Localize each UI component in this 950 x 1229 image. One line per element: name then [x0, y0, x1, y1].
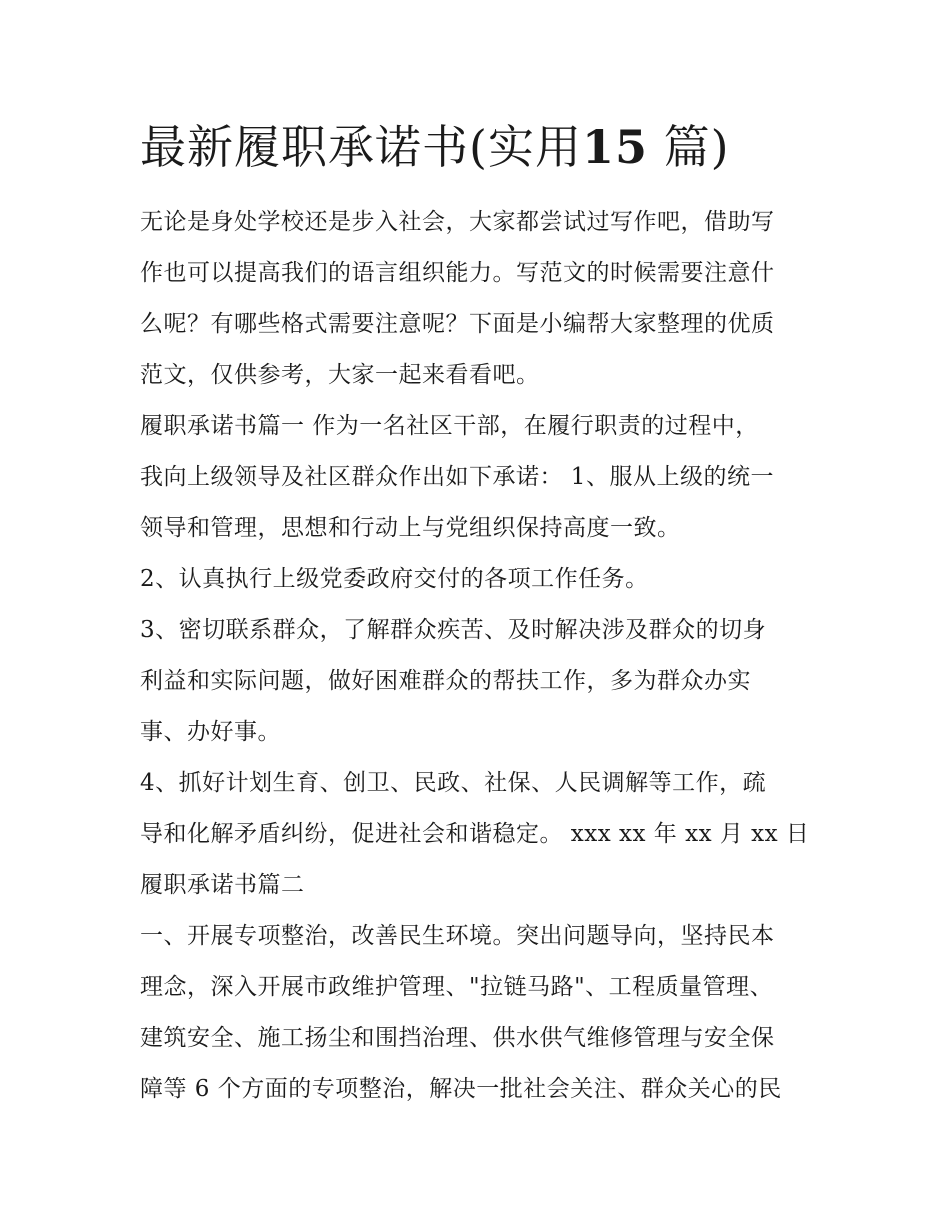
- body-line: 导和化解矛盾纠纷，促进社会和谐稳定。 xxx xx 年 xx 月 xx 日: [140, 821, 810, 847]
- body-line: 3、密切联系群众，了解群众疾苦、及时解决涉及群众的切身: [140, 617, 767, 643]
- body-line: 无论是身处学校还是步入社会，大家都尝试过写作吧，借助写: [140, 209, 775, 235]
- body-line: 建筑安全、施工扬尘和围挡治理、供水供气维修管理与安全保: [140, 1025, 775, 1051]
- body-line: 范文，仅供参考，大家一起来看看吧。: [140, 362, 540, 388]
- body-line: 我向上级领导及社区群众作出如下承诺： 1、服从上级的统一: [140, 464, 774, 490]
- body-line: 4、抓好计划生育、创卫、民政、社保、人民调解等工作，疏: [140, 770, 767, 796]
- body-line: 么呢？有哪些格式需要注意呢？下面是小编帮大家整理的优质: [140, 311, 775, 337]
- body-line: 领导和管理，思想和行动上与党组织保持高度一致。: [140, 515, 681, 541]
- body-line: 理念，深入开展市政维护管理、"拉链马路"、工程质量管理、: [140, 974, 774, 1000]
- title-number: 15: [581, 120, 648, 174]
- title-text: 最新履职承诺书(实用: [140, 120, 582, 174]
- title-suffix: 篇): [663, 120, 730, 174]
- body-line: 障等 6 个方面的专项整治，解决一批社会关注、群众关心的民: [140, 1076, 782, 1102]
- body-line: 2、认真执行上级党委政府交付的各项工作任务。: [140, 566, 649, 592]
- body-line: 作也可以提高我们的语言组织能力。写范文的时候需要注意什: [140, 260, 775, 286]
- document-body: [140, 197, 815, 1115]
- body-line: 利益和实际问题，做好困难群众的帮扶工作，多为群众办实: [140, 668, 751, 694]
- section-heading: 履职承诺书篇二: [140, 872, 305, 898]
- body-line: 履职承诺书篇一 作为一名社区干部，在履行职责的过程中，: [140, 413, 759, 439]
- document-title: [140, 118, 730, 176]
- body-line: 事、办好事。: [140, 719, 281, 745]
- body-line: 一、开展专项整治，改善民生环境。突出问题导向，坚持民本: [140, 923, 775, 949]
